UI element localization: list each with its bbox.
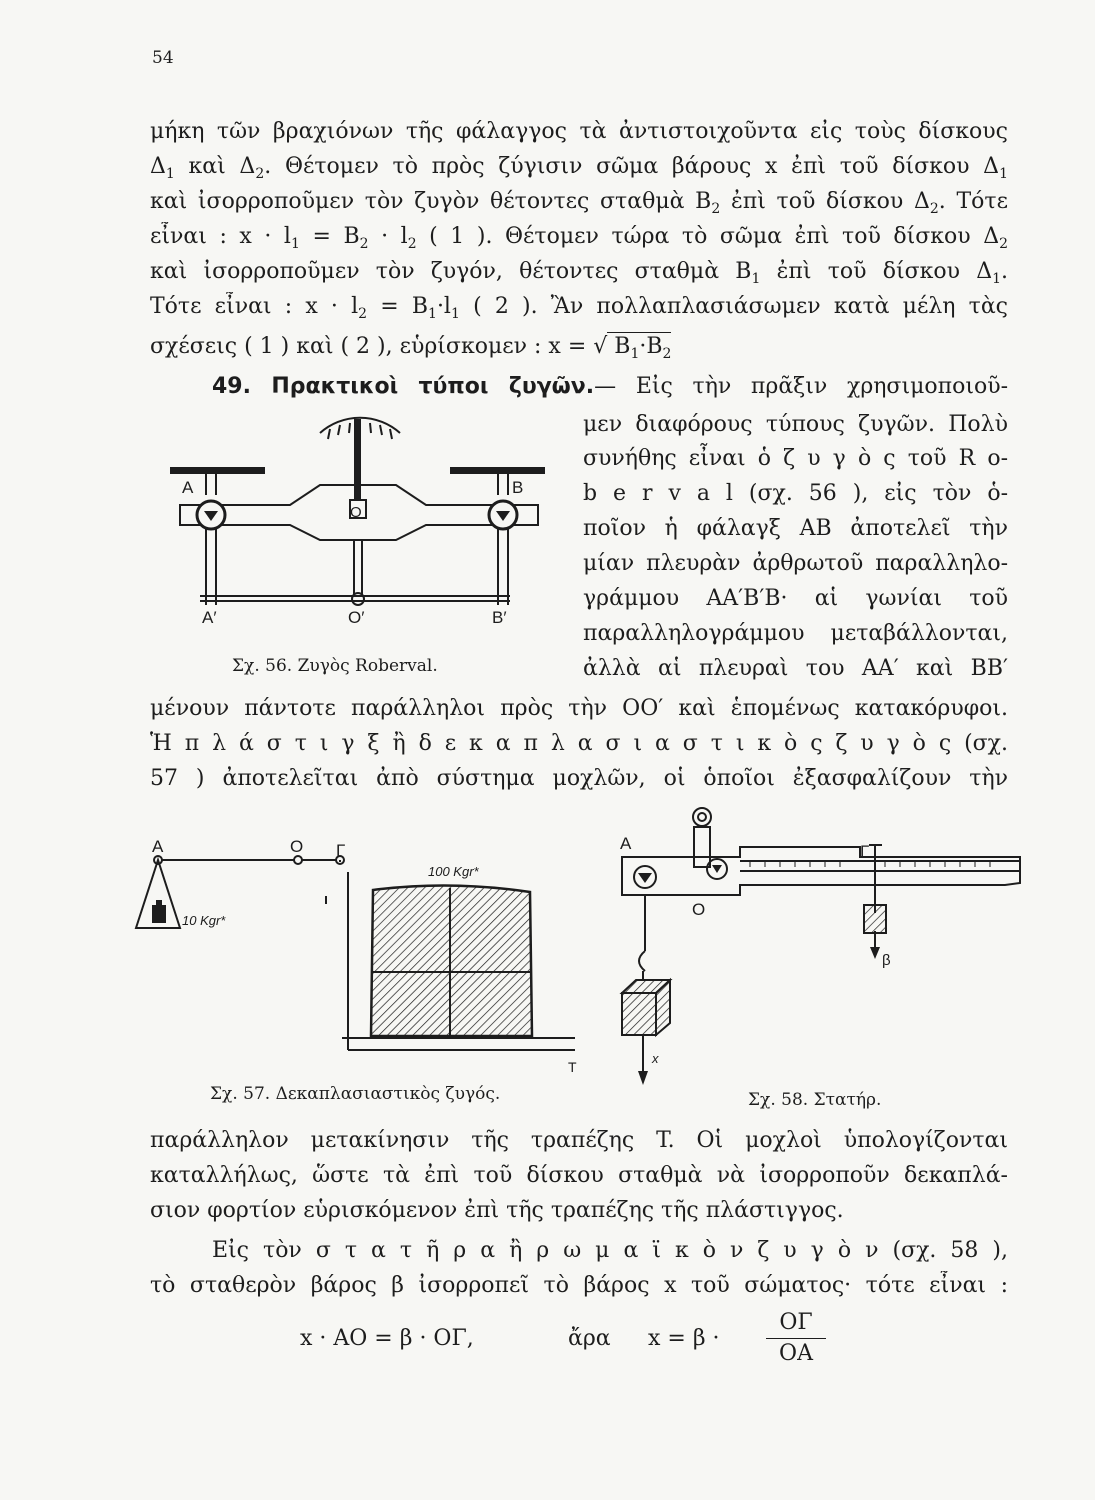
label-o: O <box>692 900 706 919</box>
figure-57-decimal-balance <box>130 800 580 1080</box>
text-line: συνήθης εἶναι ὁ ζ υ γ ὸ ς τοῦ R o- <box>583 446 1008 471</box>
text-line: 57 ) ἀποτελεῖται ἀπὸ σύστημα μοχλῶν, οἱ ὁποῖοι ἐξασφαλίζουν τὴν <box>150 766 1008 791</box>
label-o: O <box>350 504 362 521</box>
numerator: OΓ <box>766 1308 826 1339</box>
right-pan <box>450 467 545 474</box>
label-a: A <box>152 837 164 856</box>
text-line: Ἡ π λ ά σ τ ι γ ξ ἢ δ ε κ α π λ α σ ι α σ τ ι κ ὸ ς ζ υ γ ὸ ς (σχ. <box>150 731 1008 756</box>
text-line: σιον φορτίον εὑρισκόμενον ἐπὶ τῆς τραπέζης τῆς πλάστιγγος. <box>150 1198 844 1223</box>
text-line: μένουν πάντοτε παράλληλοι πρὸς τὴν OO′ καὶ ἑπομένως κατακόρυφοι. <box>150 696 1008 721</box>
figure-56-roberval-balance <box>160 405 560 645</box>
load-x <box>622 993 656 1035</box>
text-line: τὸ σταθερὸν βάρος β ἰσορροπεῖ τὸ βάρος x τοῦ σώματος· τότε εἶναι : <box>150 1273 1008 1298</box>
figure-58-caption: Σχ. 58. Στατήρ. <box>748 1090 882 1110</box>
denominator: OA <box>779 1341 813 1366</box>
label-a-prime: A′ <box>202 608 217 627</box>
text-line: ἀλλὰ αἱ πλευραὶ του AA′ καὶ BB′ <box>583 656 1008 681</box>
label-a: A <box>620 834 632 853</box>
load-100kg <box>371 885 532 1036</box>
sqrt-radicand: $B_1\cdot B_2$ <box>607 334 672 362</box>
label-o: O <box>290 837 304 856</box>
weight-10kg <box>152 905 166 923</box>
text-line: καὶ ἰσορροποῦμεν τὸν ζυγόν, θέτοντες σταθμὰ $B_1$ ἐπὶ τοῦ δίσκου $\Delta_1$. <box>150 259 1008 287</box>
fraction <box>766 1308 826 1369</box>
pointer-needle <box>354 419 361 501</box>
label-beta: β <box>882 952 891 969</box>
text-line: μίαν πλευρὰν ἀρθρωτοῦ παραλληλο- <box>583 551 1008 576</box>
text-line: b e r v a l (σχ. 56 ), εἰς τὸν ὁ- <box>583 481 1008 506</box>
label-weight: 10 Kgr* <box>182 913 226 928</box>
text-line: μεν διαφόρους τύπους ζυγῶν. Πολὺ <box>583 412 1008 437</box>
formula-right: x = β · <box>648 1326 720 1351</box>
figure-56-caption: Σχ. 56. Ζυγὸς Roberval. <box>232 656 438 676</box>
hook <box>639 951 645 971</box>
text-line: παράλληλον μετακίνησιν τῆς τραπέζης T. Οἱ μοχλοὶ ὑπολογίζονται <box>150 1128 1008 1153</box>
counterweight-beta <box>864 905 886 933</box>
label-gamma: Γ <box>860 842 870 861</box>
page-number: 54 <box>152 48 174 68</box>
section-heading: 49. Πρακτικοὶ τύποι ζυγῶν.— Εἰς τὴν πρᾶξιν χρησιμοποιοῦ- <box>212 374 1008 399</box>
label-b-prime: B′ <box>492 608 507 627</box>
label-x: x <box>652 1051 659 1066</box>
text-line: παραλληλογράμμου μεταβάλλονται, <box>583 621 1008 646</box>
text-line: ποῖον ἡ φάλαγξ AB ἀποτελεῖ τὴν <box>583 516 1008 541</box>
text-line: εἶναι : $x \cdot l_1 = B_2 \cdot l_2$ ( 1 ). Θέτομεν τώρα τὸ σῶμα ἐπὶ τοῦ δίσκου $\Delta_2$ <box>150 224 1008 252</box>
text-line: Τότε εἶναι : $x \cdot l_2 = B_1\cdot l_1$ ( 2 ). Ἂν πολλαπλασιάσωμεν κατὰ μέλη τὰς <box>150 294 1008 322</box>
label-gamma: Γ <box>336 841 346 860</box>
formula-ara: ἄρα <box>568 1326 611 1351</box>
formula-left: x · AO = β · OΓ, <box>300 1326 474 1351</box>
text-line: σχέσεις ( 1 ) καὶ ( 2 ), εὑρίσκομεν : x = √ $B_1\cdot B_2$ <box>150 334 672 362</box>
formula <box>150 1308 1008 1374</box>
text-line: $\Delta_1$ καὶ $\Delta_2$. Θέτομεν τὸ πρὸς ζύγισιν σῶμα βάρους x ἐπὶ τοῦ δίσκου $\Delta_1$ <box>150 154 1008 182</box>
label-a: A <box>182 478 194 497</box>
figure-57-caption: Σχ. 57. Δεκαπλασιαστικὸς ζυγός. <box>210 1084 501 1104</box>
text-line: καὶ ἰσορροποῦμεν τὸν ζυγὸν θέτοντες σταθμὰ $B_2$ ἐπὶ τοῦ δίσκου $\Delta_2$. Τότε <box>150 189 1008 217</box>
label-load: 100 Kgr* <box>428 864 479 879</box>
text-line: μήκη τῶν βραχιόνων τῆς φάλαγγος τὰ ἀντιστοιχοῦντα εἰς τοὺς δίσκους <box>150 119 1008 144</box>
figure-58-steelyard <box>600 805 1020 1075</box>
label-o-prime: O′ <box>348 608 365 627</box>
label-b: B <box>512 478 524 497</box>
label-t: T <box>568 1059 577 1075</box>
text-line: Εἰς τὸν σ τ α τ ῆ ρ α ἢ ρ ω μ α ϊ κ ὸ ν ζ υ γ ὸ ν (σχ. 58 ), <box>212 1238 1008 1263</box>
left-pan <box>170 467 265 474</box>
text-line: καταλλήλως, ὥστε τὰ ἐπὶ τοῦ δίσκου σταθμὰ νὰ ἰσορροποῦν δεκαπλά- <box>150 1163 1008 1188</box>
text-line: γράμμου AA′B′B· αἱ γωνίαι τοῦ <box>583 586 1008 611</box>
